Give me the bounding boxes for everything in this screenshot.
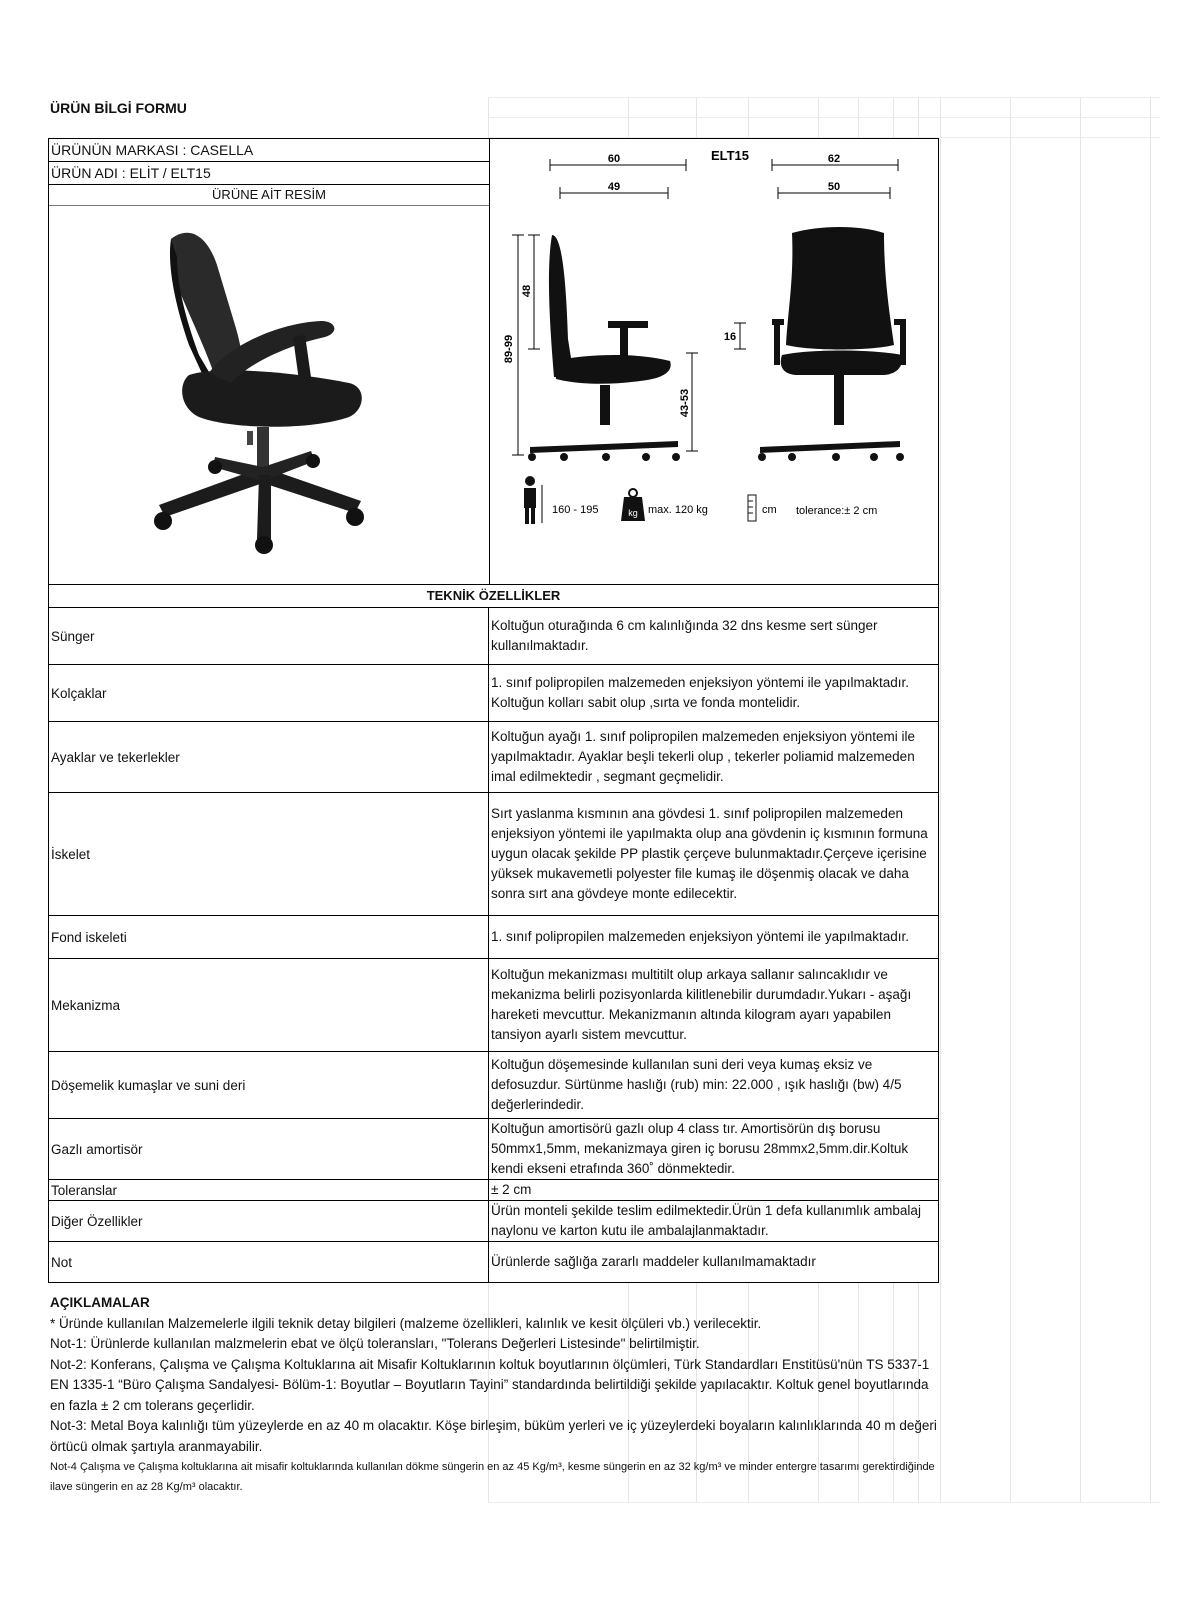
spec-row [49, 665, 938, 722]
ruler-icon [748, 495, 756, 521]
spec-row [49, 959, 938, 1052]
spec-label: Sünger [49, 608, 489, 664]
spec-row [49, 722, 938, 793]
dim-side-top: 60 [607, 153, 621, 165]
specs-heading: TEKNİK ÖZELLİKLER [49, 585, 938, 608]
user-height: 160 - 195 [552, 504, 599, 516]
spec-value: Koltuğun mekanizması multitilt olup arkaya sallanır salıncaklıdır ve mekanizma belirli pozisyonlarda kilitlenebilir durumdadır.Yukarı - aşağı hareketi mevcuttur. Mekanizmanın altında kilogram ayarı yapabilen tansiyon ayarlı sistem mevcuttur. [491, 967, 912, 1042]
product-header [49, 139, 938, 585]
note-3: Not-3: Metal Boya kalınlığı tüm yüzeylerde en az 40 m olacaktır. Köşe birleşim, büküm yerleri ve iç yüzeylerdeki boyaların kalınlıklarında 40 m değeri örtücü olmak şartıyla aranmayabilir. [50, 1418, 937, 1454]
dimension-diagram-column [490, 139, 938, 584]
product-name-label: ÜRÜN ADI : ELİT / ELT15 [49, 162, 489, 185]
spec-row [49, 1119, 938, 1180]
form-title: ÜRÜN BİLGİ FORMU [50, 100, 187, 116]
spec-row [49, 793, 938, 916]
dim-arm-height: 16 [723, 331, 737, 343]
note-4: Not-4 Çalışma ve Çalışma koltuklarına ait misafir koltuklarında kullanılan dökme süngerin en az 45 Kg/m³, kesme süngerin en az 32 kg/m³ ve minder entergre tasarımı gerektirdiğinde ilave süngerin en az 28 Kg/m³ olacaktır. [50, 1461, 935, 1493]
weight-icon [621, 489, 645, 521]
chair-photo [49, 205, 489, 583]
notes-section [50, 1293, 940, 1497]
spec-label: Not [49, 1242, 489, 1282]
brand-label: ÜRÜNÜN MARKASI : CASELLA [49, 139, 489, 162]
dim-seat-height: 43-53 [679, 388, 691, 418]
spec-value: 1. sınıf polipropilen malzemeden enjeksiyon yöntemi ile yapılmaktadır. [491, 929, 909, 944]
dim-front-seat: 50 [827, 181, 841, 193]
tolerance-label: tolerance:± 2 cm [796, 505, 878, 517]
unit-label: cm [762, 504, 777, 516]
dim-front-top: 62 [827, 153, 841, 165]
note-1: Not-1: Ürünlerde kullanılan malzmelerin ebat ve ölçü toleransları, "Tolerans Değerleri Listesinde" belirtilmiştir. [50, 1336, 700, 1351]
notes-heading: AÇIKLAMALAR [50, 1295, 150, 1310]
dim-back-height: 48 [521, 284, 533, 298]
image-caption: ÜRÜNE AİT RESİM [49, 185, 489, 206]
spec-value: Ürün monteli şekilde teslim edilmektedir.Ürün 1 defa kullanımlık ambalaj naylonu ve karton kutu ile ambalajlanmaktadır. [491, 1203, 921, 1238]
spec-value: Koltuğun amortisörü gazlı olup 4 class tır. Amortisörün dış borusu 50mmx1,5mm, mekanizmaya giren iç borusu 28mmx2,5mm.dir.Koltuk kendi ekseni etrafında 360˚ dönmektedir. [491, 1121, 909, 1176]
spec-row [49, 916, 938, 959]
dimension-diagram [490, 139, 940, 584]
spec-row [49, 1180, 938, 1201]
spec-row [49, 608, 938, 665]
spec-row [49, 1052, 938, 1119]
spec-value: 1. sınıf polipropilen malzemeden enjeksiyon yöntemi ile yapılmaktadır. Koltuğun kolları sabit olup ,sırta ve fonda montelidir. [491, 675, 909, 710]
spec-value: Koltuğun ayağı 1. sınıf polipropilen malzemeden enjeksiyon yöntemi ile yapılmaktadır. Ayaklar beşli tekerli olup , tekerler poliamid malzemeden imal edilmektedir , segmant geçmelidir. [491, 729, 915, 784]
spec-value: Koltuğun döşemesinde kullanılan suni deri veya kumaş eksiz ve defosuzdur. Sürtünme haslığı (rub) min: 22.000 , ışık haslığı (bw) 4/5 değerlerindedir. [491, 1057, 902, 1112]
product-sheet [48, 138, 939, 1283]
spec-label: Diğer Özellikler [49, 1201, 489, 1241]
weight-icon-text: kg [628, 508, 638, 518]
spec-label: Döşemelik kumaşlar ve suni deri [49, 1052, 489, 1118]
note-2: Not-2: Konferans, Çalışma ve Çalışma Koltuklarına ait Misafir Koltuklarının koltuk boyutlarının ölçümleri, Türk Standardları Enstitüsü'nün TS 5337-1 EN 1335-1 “Büro Çalışma Sandalyesi- Bölüm-1: Boyutlar – Boyutların Tayini” standardında belirtildiği şekilde yapılacaktır. Koltuk genel boyutlarında en fazla ± 2 cm tolerans geçerlidir. [50, 1356, 930, 1413]
spec-label: Ayaklar ve tekerlekler [49, 722, 489, 792]
spec-value: Koltuğun oturağında 6 cm kalınlığında 32 dns kesme sert sünger kullanılmaktadır. [491, 618, 878, 653]
spec-label: Fond iskeleti [49, 916, 489, 958]
product-info-column [49, 139, 490, 584]
spec-row [49, 1201, 938, 1242]
person-icon [524, 476, 536, 524]
note-star: * Üründe kullanılan Malzemelerle ilgili teknik detay bilgileri (malzeme özellikleri, kalınlık ve kesit ölçüleri vb.) verilecektir. [50, 1315, 762, 1331]
spec-value: Sırt yaslanma kısmının ana gövdesi 1. sınıf polipropilen malzemeden enjeksiyon yöntemi ile yapılmakta olup ana gövdenin iç kısmının formuna uygun olacak şekilde PP plastik çerçeve bulunmaktadır.Çerçeve içerisine yüksek mukavemetli polyester file kumaş ile döşenmiş olacak ve daha sonra sırt ana gövdeye monte edilecektir. [491, 806, 928, 901]
spec-label: İskelet [49, 793, 489, 915]
spec-value: ± 2 cm [491, 1182, 532, 1197]
model-code: ELT15 [710, 148, 750, 163]
spec-row [49, 1242, 938, 1282]
spec-label: Mekanizma [49, 959, 489, 1051]
spec-label: Gazlı amortisör [49, 1119, 489, 1179]
spec-value: Ürünlerde sağlığa zararlı maddeler kullanılmamaktadır [491, 1254, 816, 1269]
dim-total-height: 89-99 [503, 334, 515, 364]
dim-side-seat: 49 [607, 181, 621, 193]
spec-label: Kolçaklar [49, 665, 489, 721]
max-weight: max. 120 kg [648, 504, 708, 516]
spec-label: Toleranslar [49, 1180, 489, 1200]
